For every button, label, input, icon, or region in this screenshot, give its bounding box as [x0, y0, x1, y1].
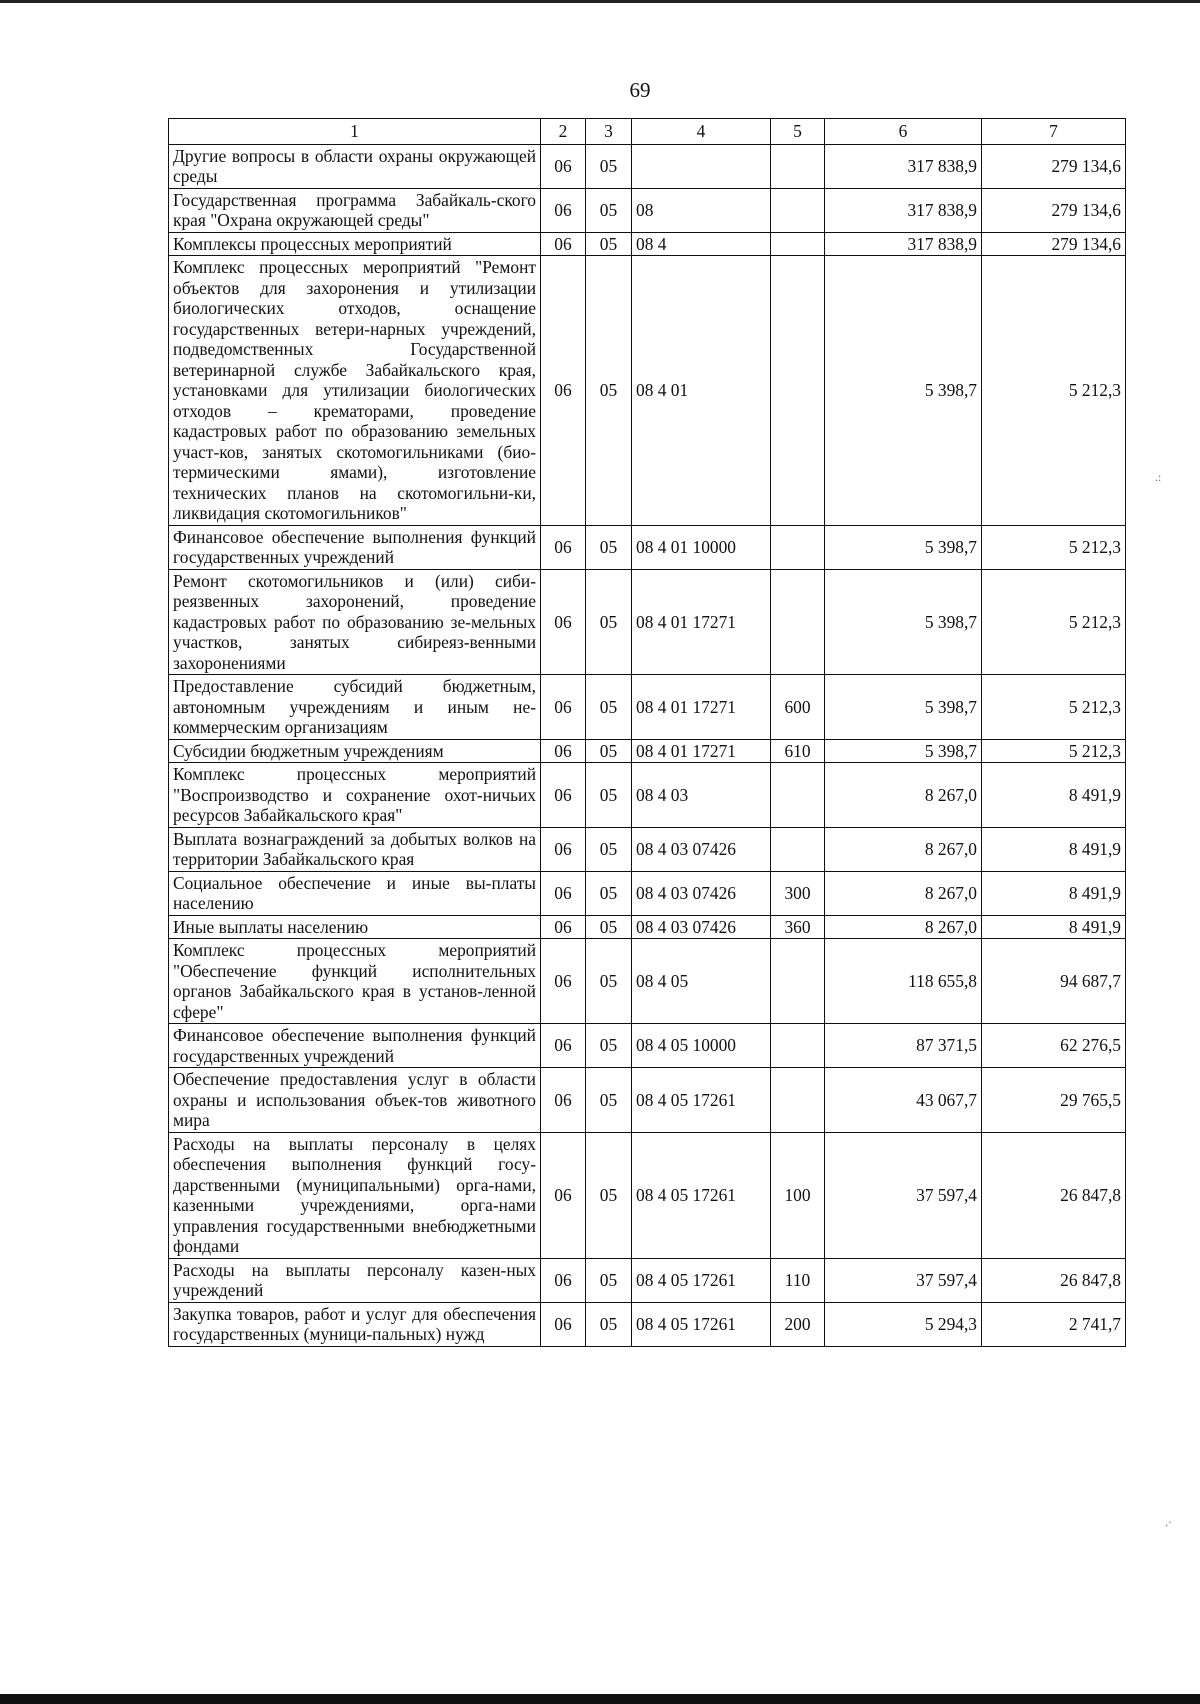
table-row	[169, 739, 1126, 763]
subsection-code-cell: 05	[586, 871, 632, 915]
section-code-cell: 06	[541, 1302, 586, 1346]
expense-type-cell: 110	[771, 1258, 825, 1302]
row-name-cell: Расходы на выплаты персоналу казен-ных учреждений	[169, 1258, 541, 1302]
subsection-code-cell: 05	[586, 569, 632, 675]
table-row	[169, 1258, 1126, 1302]
amount-year-2-cell: 8 491,9	[982, 915, 1126, 939]
target-article-cell: 08 4 01 17271	[632, 569, 771, 675]
header-col-4: 4	[632, 119, 771, 145]
row-name-cell: Комплекс процессных мероприятий "Воспроизводство и сохранение охот-ничьих ресурсов Забайкальского края"	[169, 763, 541, 828]
target-article-cell: 08 4 01 17271	[632, 739, 771, 763]
section-code-cell: 06	[541, 827, 586, 871]
target-article-cell: 08 4 03 07426	[632, 871, 771, 915]
expense-type-cell	[771, 525, 825, 569]
header-col-5: 5	[771, 119, 825, 145]
row-name-cell: Иные выплаты населению	[169, 915, 541, 939]
amount-year-2-cell: 279 134,6	[982, 188, 1126, 232]
row-name-cell: Расходы на выплаты персоналу в целях обеспечения выполнения функций госу-дарственными (муниципальными) орга-нами, казенными учреждениями, орга-нами управления государственными внебюджетными фондами	[169, 1132, 541, 1258]
amount-year-2-cell: 5 212,3	[982, 569, 1126, 675]
section-code-cell: 06	[541, 256, 586, 526]
section-code-cell: 06	[541, 915, 586, 939]
amount-year-1-cell: 118 655,8	[825, 939, 982, 1024]
table-row	[169, 256, 1126, 526]
amount-year-1-cell: 317 838,9	[825, 232, 982, 256]
target-article-cell: 08 4 03	[632, 763, 771, 828]
amount-year-1-cell: 5 398,7	[825, 569, 982, 675]
amount-year-2-cell: 5 212,3	[982, 525, 1126, 569]
section-code-cell: 06	[541, 871, 586, 915]
expense-type-cell	[771, 1024, 825, 1068]
header-col-2: 2	[541, 119, 586, 145]
amount-year-1-cell: 5 398,7	[825, 256, 982, 526]
table-row	[169, 1068, 1126, 1133]
subsection-code-cell: 05	[586, 1068, 632, 1133]
subsection-code-cell: 05	[586, 232, 632, 256]
target-article-cell: 08 4 03 07426	[632, 915, 771, 939]
table-header-row	[169, 119, 1126, 145]
subsection-code-cell: 05	[586, 739, 632, 763]
amount-year-2-cell: 5 212,3	[982, 256, 1126, 526]
table-row	[169, 1302, 1126, 1346]
amount-year-1-cell: 5 398,7	[825, 675, 982, 740]
amount-year-1-cell: 5 398,7	[825, 739, 982, 763]
subsection-code-cell: 05	[586, 144, 632, 188]
table-row	[169, 763, 1126, 828]
amount-year-1-cell: 8 267,0	[825, 871, 982, 915]
amount-year-2-cell: 279 134,6	[982, 232, 1126, 256]
row-name-cell: Субсидии бюджетным учреждениям	[169, 739, 541, 763]
header-col-1: 1	[169, 119, 541, 145]
target-article-cell: 08 4 01 17271	[632, 675, 771, 740]
amount-year-1-cell: 8 267,0	[825, 915, 982, 939]
row-name-cell: Ремонт скотомогильников и (или) сиби-реязвенных захоронений, проведение кадастровых работ по образованию зе-мельных участков, занятых сибиреяз-венными захоронениями	[169, 569, 541, 675]
scan-bottom-edge	[0, 1694, 1200, 1704]
expense-type-cell: 200	[771, 1302, 825, 1346]
row-name-cell: Обеспечение предоставления услуг в области охраны и использования объек-тов животного мира	[169, 1068, 541, 1133]
amount-year-1-cell: 37 597,4	[825, 1132, 982, 1258]
target-article-cell: 08 4 01 10000	[632, 525, 771, 569]
scan-top-edge	[0, 0, 1200, 3]
amount-year-2-cell: 2 741,7	[982, 1302, 1126, 1346]
section-code-cell: 06	[541, 144, 586, 188]
amount-year-1-cell: 5 398,7	[825, 525, 982, 569]
row-name-cell: Комплексы процессных мероприятий	[169, 232, 541, 256]
row-name-cell: Комплекс процессных мероприятий "Ремонт объектов для захоронения и утилизации биологических отходов, оснащение государственных ветери-нарных учреждений, подведомственных Государственной ветеринарной службе Забайкальского края, установками для утилизации биологических отходов – крематорами, проведение кадастровых работ по образованию земельных участ-ков, занятых скотомогильниками (био-термическими ямами), изготовление технических планов на скотомогильни-ки, ликвидация скотомогильников"	[169, 256, 541, 526]
subsection-code-cell: 05	[586, 675, 632, 740]
table-row	[169, 1132, 1126, 1258]
amount-year-2-cell: 26 847,8	[982, 1132, 1126, 1258]
amount-year-2-cell: 279 134,6	[982, 144, 1126, 188]
row-name-cell: Предоставление субсидий бюджетным, автономным учреждениям и иным не-коммерческим организациям	[169, 675, 541, 740]
section-code-cell: 06	[541, 763, 586, 828]
table-row	[169, 827, 1126, 871]
expense-type-cell	[771, 827, 825, 871]
row-name-cell: Комплекс процессных мероприятий "Обеспечение функций исполнительных органов Забайкальского края в установ-ленной сфере"	[169, 939, 541, 1024]
amount-year-1-cell: 37 597,4	[825, 1258, 982, 1302]
subsection-code-cell: 05	[586, 256, 632, 526]
amount-year-1-cell: 43 067,7	[825, 1068, 982, 1133]
amount-year-2-cell: 5 212,3	[982, 739, 1126, 763]
expense-type-cell	[771, 1068, 825, 1133]
subsection-code-cell: 05	[586, 763, 632, 828]
row-name-cell: Другие вопросы в области охраны окружающей среды	[169, 144, 541, 188]
target-article-cell: 08 4 03 07426	[632, 827, 771, 871]
expense-type-cell: 610	[771, 739, 825, 763]
section-code-cell: 06	[541, 1024, 586, 1068]
expense-type-cell: 600	[771, 675, 825, 740]
table-row	[169, 569, 1126, 675]
section-code-cell: 06	[541, 675, 586, 740]
subsection-code-cell: 05	[586, 188, 632, 232]
table-row	[169, 675, 1126, 740]
amount-year-2-cell: 5 212,3	[982, 675, 1126, 740]
row-name-cell: Государственная программа Забайкаль-ского края "Охрана окружающей среды"	[169, 188, 541, 232]
page-number: 69	[629, 78, 651, 102]
table-row	[169, 188, 1126, 232]
target-article-cell: 08 4 05 17261	[632, 1258, 771, 1302]
target-article-cell: 08 4 05 17261	[632, 1132, 771, 1258]
expense-type-cell	[771, 256, 825, 526]
subsection-code-cell: 05	[586, 1024, 632, 1068]
subsection-code-cell: 05	[586, 1132, 632, 1258]
amount-year-2-cell: 94 687,7	[982, 939, 1126, 1024]
table-row	[169, 915, 1126, 939]
row-name-cell: Социальное обеспечение и иные вы-платы населению	[169, 871, 541, 915]
section-code-cell: 06	[541, 525, 586, 569]
amount-year-1-cell: 5 294,3	[825, 1302, 982, 1346]
target-article-cell	[632, 144, 771, 188]
subsection-code-cell: 05	[586, 525, 632, 569]
target-article-cell: 08 4	[632, 232, 771, 256]
section-code-cell: 06	[541, 188, 586, 232]
header-col-3: 3	[586, 119, 632, 145]
expense-type-cell: 300	[771, 871, 825, 915]
amount-year-1-cell: 8 267,0	[825, 827, 982, 871]
amount-year-1-cell: 317 838,9	[825, 188, 982, 232]
expense-type-cell	[771, 569, 825, 675]
section-code-cell: 06	[541, 1068, 586, 1133]
table-row	[169, 144, 1126, 188]
amount-year-1-cell: 87 371,5	[825, 1024, 982, 1068]
table-row	[169, 525, 1126, 569]
expense-type-cell	[771, 188, 825, 232]
amount-year-2-cell: 62 276,5	[982, 1024, 1126, 1068]
table-row	[169, 232, 1126, 256]
table-row	[169, 1024, 1126, 1068]
header-col-6: 6	[825, 119, 982, 145]
row-name-cell: Закупка товаров, работ и услуг для обеспечения государственных (муници-пальных) нужд	[169, 1302, 541, 1346]
target-article-cell: 08 4 05	[632, 939, 771, 1024]
header-col-7: 7	[982, 119, 1126, 145]
amount-year-1-cell: 317 838,9	[825, 144, 982, 188]
subsection-code-cell: 05	[586, 1302, 632, 1346]
expense-type-cell: 360	[771, 915, 825, 939]
section-code-cell: 06	[541, 1258, 586, 1302]
row-name-cell: Выплата вознаграждений за добытых волков на территории Забайкальского края	[169, 827, 541, 871]
expense-type-cell	[771, 763, 825, 828]
row-name-cell: Финансовое обеспечение выполнения функций государственных учреждений	[169, 1024, 541, 1068]
amount-year-2-cell: 8 491,9	[982, 871, 1126, 915]
expense-type-cell	[771, 939, 825, 1024]
row-name-cell: Финансовое обеспечение выполнения функций государственных учреждений	[169, 525, 541, 569]
budget-table	[168, 118, 1126, 1347]
target-article-cell: 08 4 05 17261	[632, 1068, 771, 1133]
section-code-cell: 06	[541, 232, 586, 256]
subsection-code-cell: 05	[586, 915, 632, 939]
amount-year-2-cell: 26 847,8	[982, 1258, 1126, 1302]
amount-year-2-cell: 29 765,5	[982, 1068, 1126, 1133]
expense-type-cell: 100	[771, 1132, 825, 1258]
section-code-cell: 06	[541, 569, 586, 675]
expense-type-cell	[771, 232, 825, 256]
section-code-cell: 06	[541, 1132, 586, 1258]
amount-year-1-cell: 8 267,0	[825, 763, 982, 828]
scan-noise: .:	[1155, 470, 1162, 484]
table-row	[169, 939, 1126, 1024]
target-article-cell: 08 4 01	[632, 256, 771, 526]
section-code-cell: 06	[541, 939, 586, 1024]
table-row	[169, 871, 1126, 915]
amount-year-2-cell: 8 491,9	[982, 827, 1126, 871]
subsection-code-cell: 05	[586, 939, 632, 1024]
target-article-cell: 08 4 05 10000	[632, 1024, 771, 1068]
subsection-code-cell: 05	[586, 1258, 632, 1302]
target-article-cell: 08	[632, 188, 771, 232]
section-code-cell: 06	[541, 739, 586, 763]
expense-type-cell	[771, 144, 825, 188]
subsection-code-cell: 05	[586, 827, 632, 871]
scan-noise: .·	[1165, 1515, 1172, 1529]
target-article-cell: 08 4 05 17261	[632, 1302, 771, 1346]
amount-year-2-cell: 8 491,9	[982, 763, 1126, 828]
